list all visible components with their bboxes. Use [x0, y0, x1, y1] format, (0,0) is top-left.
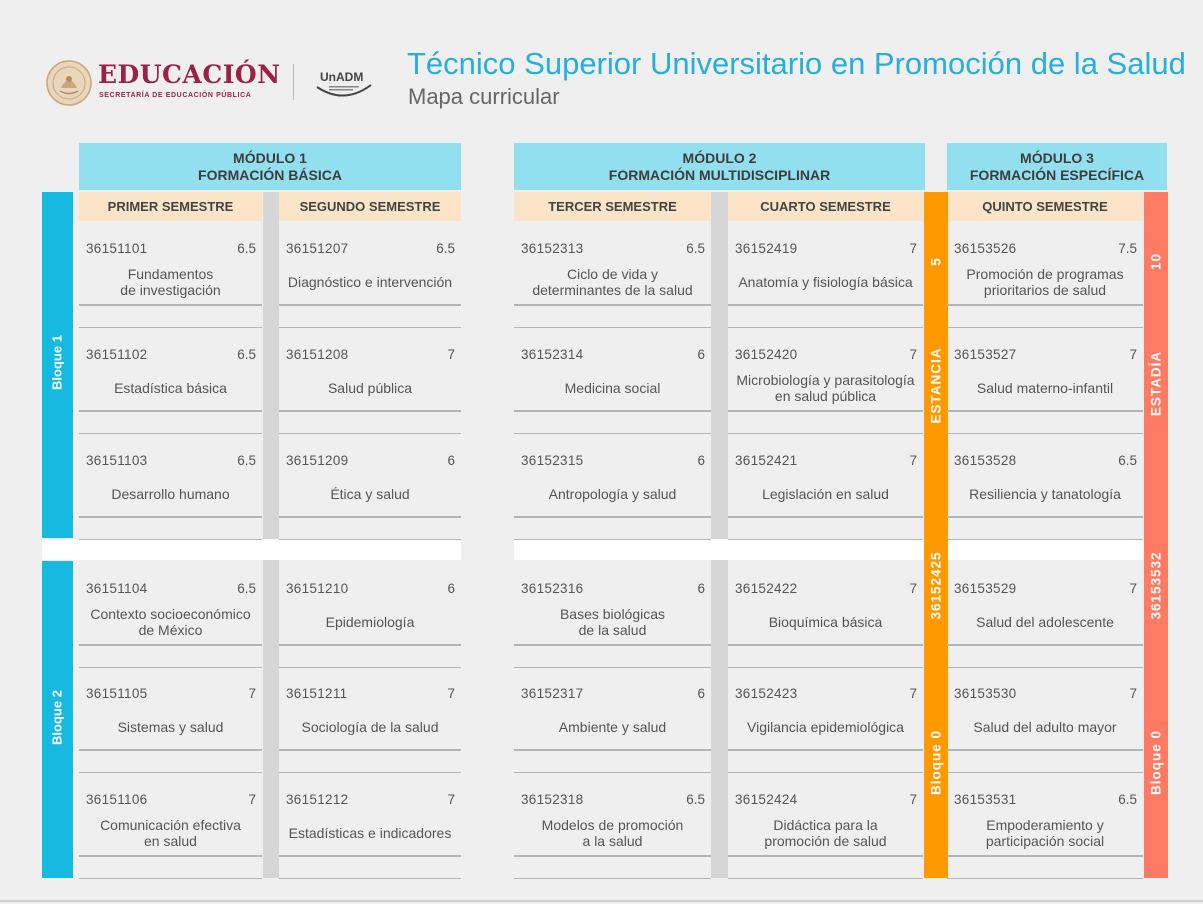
- module-1-header: [79, 143, 461, 190]
- course-credits: 6: [447, 453, 455, 468]
- cell-divider: [947, 749, 1143, 751]
- course-credits: 6.5: [686, 792, 705, 807]
- course-code: 36153531: [954, 792, 1017, 807]
- cell-divider: [947, 304, 1143, 306]
- cell-divider: [279, 410, 461, 412]
- course-code: 36153530: [954, 686, 1017, 701]
- module-3-header: [947, 143, 1167, 190]
- course-name: Comunicación efectiva en salud: [100, 817, 241, 849]
- course-code: 36151207: [286, 241, 349, 256]
- course-cell: [514, 327, 711, 434]
- course-code: 36151106: [86, 792, 148, 807]
- cell-divider: [947, 644, 1143, 646]
- cell-divider: [79, 644, 262, 646]
- course-cell: [728, 666, 923, 773]
- bloque-separator: [514, 539, 924, 560]
- course-cell: [947, 433, 1143, 540]
- svg-text:UnADM: UnADM: [320, 70, 364, 84]
- bloque-separator: [42, 539, 461, 560]
- cell-divider: [514, 410, 711, 412]
- course-credits: 6: [447, 581, 455, 596]
- cell-divider: [514, 644, 711, 646]
- cell-divider: [79, 304, 262, 306]
- course-credits: 7: [1129, 581, 1137, 596]
- course-name: Empoderamiento y participación social: [985, 817, 1105, 849]
- estancia-code: 36152425: [928, 551, 944, 620]
- course-cell: [947, 772, 1143, 879]
- mexico-seal-icon: [46, 60, 92, 106]
- semester-header-3: TERCER SEMESTRE: [514, 192, 711, 221]
- bloque-separator: [947, 539, 1144, 560]
- course-name: Resiliencia y tanatología: [969, 486, 1121, 502]
- course-name: Vigilancia epidemiológica: [747, 719, 904, 735]
- cell-divider: [728, 855, 923, 857]
- course-credits: 7: [909, 581, 917, 596]
- course-credits: 7: [1129, 686, 1137, 701]
- course-code: 36151102: [86, 347, 148, 362]
- course-credits: 7: [447, 792, 455, 807]
- course-code: 36152313: [521, 241, 584, 256]
- cell-divider: [279, 749, 461, 751]
- course-name: Epidemiología: [325, 614, 415, 630]
- cell-divider: [514, 304, 711, 306]
- course-code: 36151210: [286, 581, 349, 596]
- course-code: 36152318: [521, 792, 584, 807]
- course-cell: [79, 221, 262, 328]
- course-name: Ambiente y salud: [558, 719, 667, 735]
- course-code: 36152314: [521, 347, 584, 362]
- course-name: Didáctica para la promoción de salud: [764, 817, 887, 849]
- course-name: Sociología de la salud: [301, 719, 439, 735]
- course-cell: [514, 772, 711, 879]
- course-code: 36152419: [735, 241, 798, 256]
- course-cell: [279, 327, 461, 434]
- course-cell: [947, 327, 1143, 434]
- course-credits: 7: [909, 792, 917, 807]
- course-cell: [79, 561, 262, 668]
- course-credits: 6.5: [686, 241, 705, 256]
- course-name: Ética y salud: [330, 486, 410, 502]
- unadm-logo-icon: [313, 65, 375, 101]
- estancia-bloque: Bloque 0: [928, 730, 944, 796]
- cell-divider: [279, 304, 461, 306]
- course-cell: [79, 433, 262, 540]
- module-subtitle: FORMACIÓN BÁSICA: [198, 166, 342, 183]
- course-credits: 7: [909, 686, 917, 701]
- cell-divider: [79, 749, 262, 751]
- course-cell: [279, 561, 461, 668]
- course-credits: 7: [909, 347, 917, 362]
- course-cell: [79, 772, 262, 879]
- course-code: 36152316: [521, 581, 584, 596]
- course-code: 36152315: [521, 453, 584, 468]
- course-name: Antropología y salud: [548, 486, 677, 502]
- cell-divider: [728, 749, 923, 751]
- estadia-bar: [1144, 192, 1168, 878]
- course-name: Ciclo de vida y determinantes de la salud: [532, 266, 693, 298]
- course-credits: 6: [697, 453, 705, 468]
- module-subtitle: FORMACIÓN MULTIDISCIPLINAR: [608, 166, 831, 183]
- course-credits: 6.5: [1118, 453, 1137, 468]
- course-credits: 7: [447, 347, 455, 362]
- course-cell: [728, 433, 923, 540]
- course-code: 36151211: [286, 686, 348, 701]
- page-title: Técnico Superior Universitario en Promoción de la Salud: [407, 46, 1186, 81]
- course-name: Estadística básica: [114, 380, 227, 396]
- bloque-1-bar: [42, 192, 73, 538]
- course-code: 36151105: [86, 686, 148, 701]
- course-code: 36152317: [521, 686, 584, 701]
- course-cell: [728, 561, 923, 668]
- cell-divider: [728, 516, 923, 518]
- module-title: MÓDULO 2: [682, 149, 757, 166]
- course-name: Salud materno-infantil: [976, 380, 1114, 396]
- logo-subtitle: SECRETARÍA DE EDUCACIÓN PÚBLICA: [99, 92, 252, 99]
- course-cell: [79, 666, 262, 773]
- cell-divider: [279, 516, 461, 518]
- course-credits: 7: [447, 686, 455, 701]
- semester-header-1: PRIMER SEMESTRE: [79, 192, 262, 221]
- course-name: Medicina social: [564, 380, 661, 396]
- cell-divider: [279, 855, 461, 857]
- cell-divider: [947, 855, 1143, 857]
- estadia-code: 36153532: [1148, 551, 1164, 620]
- course-credits: 7: [1129, 347, 1137, 362]
- course-credits: 7.5: [1118, 241, 1137, 256]
- course-credits: 6.5: [436, 241, 455, 256]
- course-credits: 6: [697, 581, 705, 596]
- course-credits: 7: [248, 792, 256, 807]
- course-code: 36153529: [954, 581, 1017, 596]
- course-cell: [728, 772, 923, 879]
- course-name: Modelos de promoción a la salud: [541, 817, 684, 849]
- course-code: 36152421: [735, 453, 798, 468]
- estadia-label: ESTADÍA: [1148, 350, 1164, 417]
- course-cell: [279, 221, 461, 328]
- course-cell: [514, 433, 711, 540]
- course-credits: 6: [697, 347, 705, 362]
- course-name: Contexto socioeconómico de México: [90, 606, 251, 638]
- module-2-header: [514, 143, 925, 190]
- course-name: Microbiología y parasitología en salud pública: [736, 372, 915, 404]
- course-cell: [79, 327, 262, 434]
- course-code: 36152424: [735, 792, 798, 807]
- course-credits: 6.5: [237, 241, 256, 256]
- course-credits: 6.5: [237, 453, 256, 468]
- course-name: Salud del adulto mayor: [973, 719, 1117, 735]
- estancia-credits: 5: [928, 257, 944, 266]
- course-code: 36151208: [286, 347, 349, 362]
- course-cell: [279, 666, 461, 773]
- course-name: Promoción de programas prioritarios de salud: [966, 266, 1124, 298]
- course-code: 36151103: [86, 453, 148, 468]
- course-cell: [514, 561, 711, 668]
- module-title: MÓDULO 3: [1020, 149, 1094, 166]
- course-name: Fundamentos de investigación: [120, 266, 221, 298]
- course-cell: [279, 772, 461, 879]
- semester-header-4: CUARTO SEMESTRE: [728, 192, 923, 221]
- course-name: Estadísticas e indicadores: [288, 825, 452, 841]
- course-name: Sistemas y salud: [117, 719, 224, 735]
- course-credits: 7: [909, 453, 917, 468]
- semester-header-5: QUINTO SEMESTRE: [947, 192, 1143, 221]
- cell-divider: [514, 516, 711, 518]
- logo-title: EDUCACIÓN: [98, 60, 281, 89]
- course-credits: 6.5: [237, 581, 256, 596]
- cell-divider: [728, 410, 923, 412]
- module-subtitle: FORMACIÓN ESPECÍFICA: [969, 166, 1145, 183]
- course-cell: [947, 561, 1143, 668]
- module-title: MÓDULO 1: [233, 149, 307, 166]
- course-cell: [947, 221, 1143, 328]
- bloque-1-label: Bloque 1: [49, 335, 65, 390]
- course-name: Bases biológicas de la salud: [559, 606, 666, 638]
- course-cell: [728, 327, 923, 434]
- cell-divider: [79, 410, 262, 412]
- course-name: Legislación en salud: [762, 486, 889, 502]
- cell-divider: [79, 855, 262, 857]
- estancia-label: ESTANCIA: [928, 347, 944, 424]
- course-code: 36153528: [954, 453, 1017, 468]
- course-code: 36152423: [735, 686, 798, 701]
- course-code: 36151101: [86, 241, 148, 256]
- estadia-credits: 10: [1148, 252, 1164, 271]
- course-name: Salud pública: [327, 380, 413, 396]
- course-code: 36152420: [735, 347, 798, 362]
- course-code: 36152422: [735, 581, 798, 596]
- course-code: 36151209: [286, 453, 349, 468]
- course-name: Anatomía y fisiología básica: [738, 274, 913, 290]
- course-cell: [514, 221, 711, 328]
- page-bottom-line: [0, 900, 1203, 902]
- column-gutter: [263, 192, 279, 878]
- course-name: Diagnóstico e intervención: [287, 274, 453, 290]
- bloque-2-bar: [42, 561, 73, 878]
- logo-divider: [293, 64, 294, 100]
- course-code: 36153527: [954, 347, 1017, 362]
- bloque-2-label: Bloque 2: [49, 690, 65, 745]
- course-credits: 6.5: [237, 347, 256, 362]
- course-code: 36151104: [86, 581, 148, 596]
- course-name: Salud del adolescente: [976, 614, 1114, 630]
- course-cell: [728, 221, 923, 328]
- estancia-bar: [924, 192, 948, 878]
- cell-divider: [79, 516, 262, 518]
- course-code: 36153526: [954, 241, 1017, 256]
- course-credits: 6.5: [1118, 792, 1137, 807]
- page-subtitle: Mapa curricular: [408, 84, 560, 109]
- course-credits: 6: [697, 686, 705, 701]
- cell-divider: [728, 644, 923, 646]
- course-code: 36151212: [286, 792, 349, 807]
- semester-header-2: SEGUNDO SEMESTRE: [279, 192, 461, 221]
- column-gutter: [711, 192, 728, 878]
- course-credits: 7: [248, 686, 256, 701]
- estadia-bloque: Bloque 0: [1148, 730, 1164, 796]
- cell-divider: [728, 304, 923, 306]
- course-name: Bioquímica básica: [768, 614, 883, 630]
- course-name: Desarrollo humano: [111, 486, 230, 502]
- cell-divider: [947, 410, 1143, 412]
- cell-divider: [514, 749, 711, 751]
- course-credits: 7: [909, 241, 917, 256]
- course-cell: [947, 666, 1143, 773]
- cell-divider: [279, 644, 461, 646]
- cell-divider: [514, 855, 711, 857]
- cell-divider: [947, 516, 1143, 518]
- course-cell: [514, 666, 711, 773]
- course-cell: [279, 433, 461, 540]
